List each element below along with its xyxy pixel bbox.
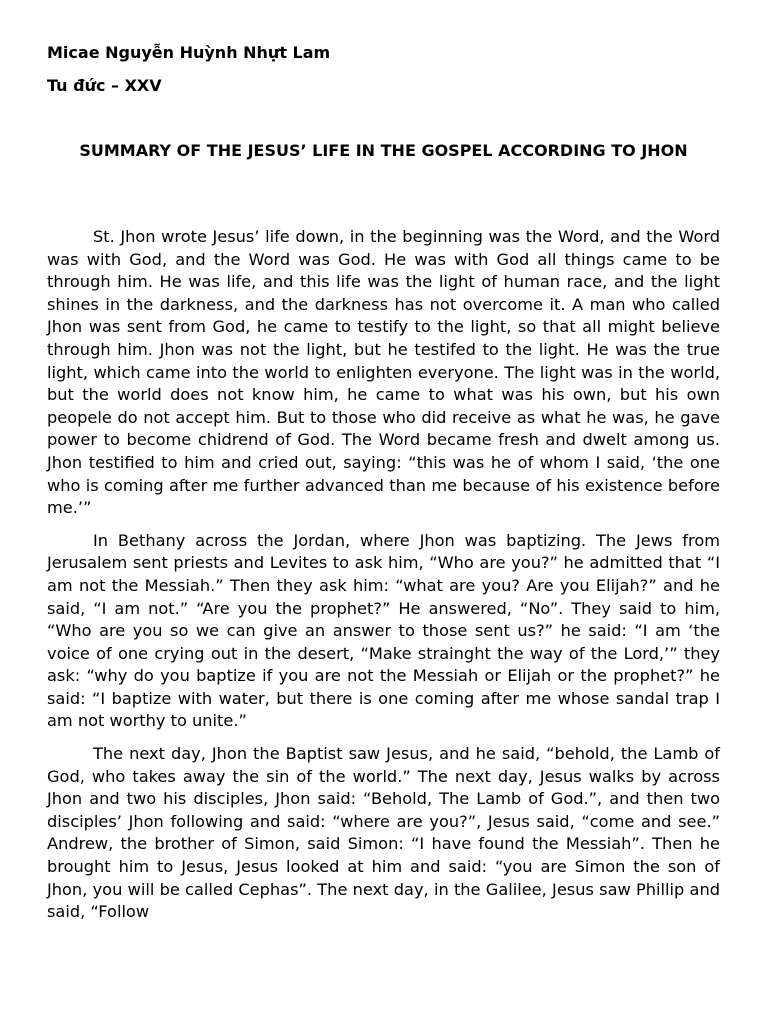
paragraph-2: In Bethany across the Jordan, where Jhon was baptizing. The Jews from Jerusalem sent priests and Levites to ask him, “Who are you?” he admitted that “I am not the Messiah.” Then they ask him: “what are you? Are you Elijah?” and he said, “I am not.” “Are you the prophet?” He answered, “No”. They said to him, “Who are you so we can give an answer to those sent us?” he said: “I am ‘the voice of one crying out in the desert, “Make strainght the way of the Lord,’” they ask: “why do you baptize if you are not the Messiah or Elijah or the prophet?” he said: “I baptize with water, but there is one coming after me whose sandal trap I am not worthy to unite.”	[47, 530, 720, 731]
course-label: Tu đức – XXV	[47, 76, 162, 95]
author-name: Micae Nguyễn Huỳnh Nhựt Lam	[47, 43, 331, 62]
document-title: SUMMARY OF THE JESUS’ LIFE IN THE GOSPEL ACCORDING TO JHON	[79, 141, 688, 160]
paragraph-3: The next day, Jhon the Baptist saw Jesus, and he said, “behold, the Lamb of God, who takes away the sin of the world.” The next day, Jesus walks by across Jhon and two his disciples, Jhon said: “Behold, The Lamb of God.”, and then two disciples’ Jhon following and said: “where are you?”, Jesus said, “come and see.” Andrew, the brother of Simon, said Simon: “I have found the Messiah”. Then he brought him to Jesus, Jesus looked at him and said: “you are Simon the son of Jhon, you will be called Cephas”. The next day, in the Galilee, Jesus saw Phillip and said, “Follow	[47, 744, 720, 922]
document-body	[47, 226, 720, 934]
document-page	[47, 0, 720, 1024]
paragraph-1: St. Jhon wrote Jesus’ life down, in the beginning was the Word, and the Word was with God, and the Word was God. He was with God all things came to be through him. He was life, and this life was the light of human race, and the light shines in the darkness, and the darkness has not overcome it. A man who called Jhon was sent from God, he came to testify to the light, so that all might believe through him. Jhon was not the light, but he testifed to the light. He was the true light, which came into the world to enlighten everyone. The light was in the world, but the world does not know him, he came to what was his own, but his own peopele do not accept him. But to those who did receive as what he was, he gave power to become chidrend of God. The Word became fresh and dwelt among us. Jhon testified to him and cried out, saying: “this was he of whom I said, ‘the one who is coming after me further advanced than me because of his existence before me.’”	[47, 227, 720, 518]
